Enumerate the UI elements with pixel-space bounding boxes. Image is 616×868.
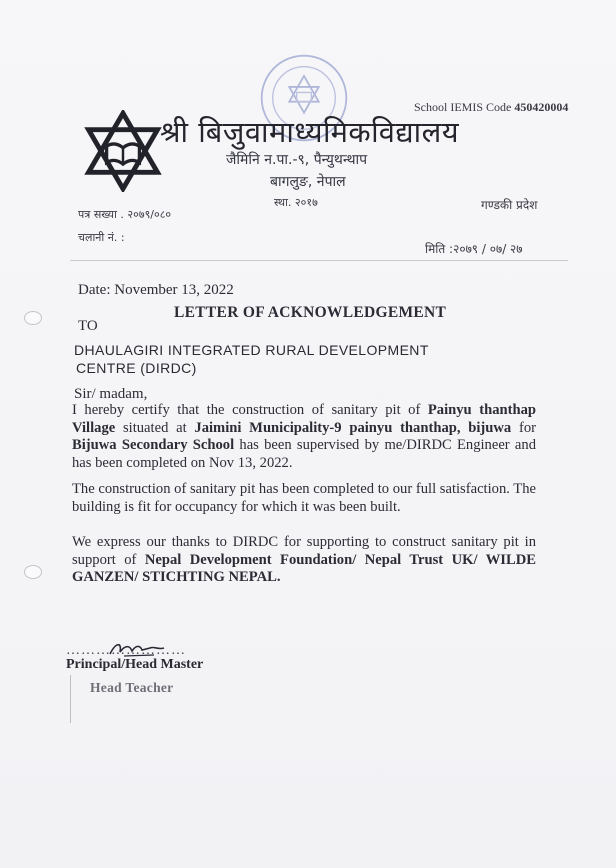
dispatch-number: चलानी नं. : xyxy=(78,231,125,244)
text-run: I hereby certify that the construction of sanitary pit of xyxy=(72,402,428,418)
text-run: situated at xyxy=(115,419,195,436)
punch-hole xyxy=(24,565,42,579)
head-teacher-stamp: Head Teacher xyxy=(90,680,174,695)
recipient-org-line-2: CENTRE (DIRDC) xyxy=(76,360,197,376)
text-run: has been supervised by me/DIRDC Engineer and has been completed on Nov 13, 2022. xyxy=(72,437,536,471)
province-name: गण्डकी प्रदेश xyxy=(481,198,538,212)
signatory-role: Principal/Head Master xyxy=(66,657,204,672)
established-year: स्था. २०१७ xyxy=(274,196,318,209)
punch-hole xyxy=(24,311,42,325)
iemis-label: School IEMIS Code xyxy=(414,100,512,114)
letter-number: पत्र सख्या . २०७९/०८० xyxy=(78,208,172,221)
school-logo-icon xyxy=(82,110,164,192)
text-run: We express our thanks to DIRDC for supporting to construct sanitary pit in support of xyxy=(72,534,536,568)
school-name: श्री बिजुवामाध्यमिकविद्यालय xyxy=(160,115,460,149)
address-line-2: बागलुङ, नेपाल xyxy=(270,174,346,190)
signature-line: …………………… xyxy=(66,643,186,658)
paragraph-satisfaction: The construction of sanitary pit has been completed to our full satisfaction. The building is fit for occupancy for which it was been built. xyxy=(72,481,536,515)
letter-title: LETTER OF ACKNOWLEDGEMENT xyxy=(174,304,447,321)
village-name: Painyu thanthap Village xyxy=(72,402,536,436)
header-divider xyxy=(70,260,568,261)
supporter-names: Nepal Development Foundation/ Nepal Trust UK/ WILDE GANZEN/ STICHTING NEPAL. xyxy=(72,551,536,586)
stamp-edge xyxy=(70,675,71,723)
recipient-org-line-1: DHAULAGIRI INTEGRATED RURAL DEVELOPMENT xyxy=(74,342,429,358)
recipient-to: TO xyxy=(78,318,98,334)
paragraph-certification xyxy=(72,402,536,472)
letter-date: Date: November 13, 2022 xyxy=(78,282,234,298)
location-name: Jaimini Municipality-9 painyu thanthap, bijuwa xyxy=(194,419,512,436)
letter-date-nepali: मिति :२०७९ / ०७/ २७ xyxy=(425,242,523,256)
address-line-1: जैमिनि न.पा.-९, पैन्युथन्थाप xyxy=(226,152,368,168)
salutation: Sir/ madam, xyxy=(74,386,148,402)
text-run: for xyxy=(511,419,536,436)
school-name-bold: Bijuwa Secondary School xyxy=(72,437,235,454)
paragraph-thanks xyxy=(72,534,536,587)
iemis-value: 450420004 xyxy=(514,100,569,114)
